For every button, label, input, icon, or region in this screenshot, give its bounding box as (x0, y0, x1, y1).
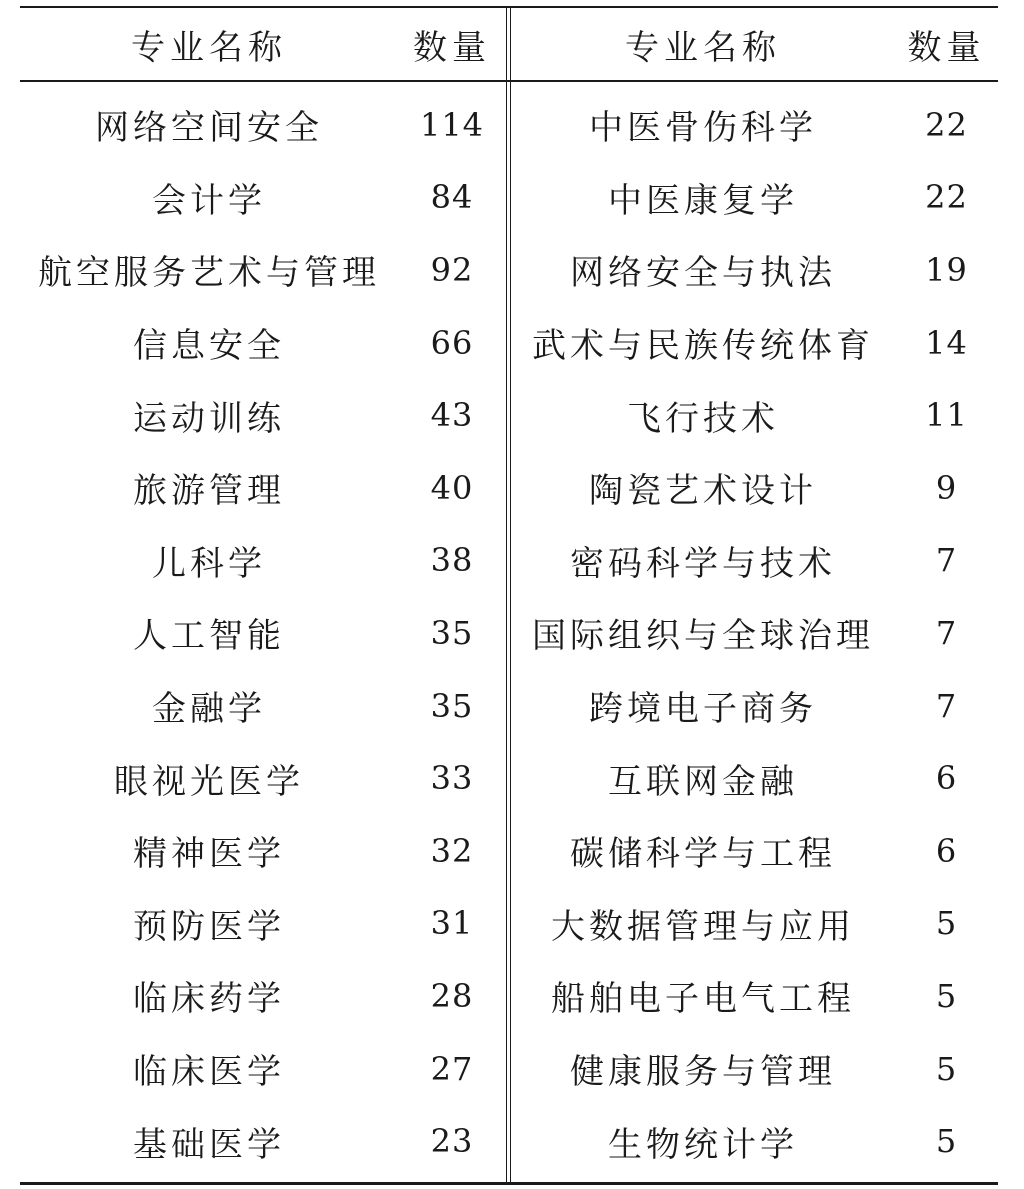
major-count-right: 5 (935, 904, 958, 943)
major-name-right: 陶瓷艺术设计 (589, 471, 817, 512)
right-column (511, 82, 998, 1183)
table-row (20, 742, 506, 815)
table-row (511, 669, 998, 742)
major-name-right: 生物统计学 (608, 1124, 798, 1165)
major-count-left: 28 (430, 976, 474, 1015)
header-row-left (20, 8, 506, 80)
major-count-right: 19 (925, 250, 968, 289)
major-count-left: 84 (430, 178, 474, 217)
major-name-left: 运动训练 (133, 398, 285, 439)
header-row-right (511, 8, 998, 80)
major-name-left: 儿科学 (152, 543, 266, 584)
major-count-right: 7 (935, 613, 958, 652)
table-row (20, 89, 506, 162)
table-row (20, 524, 506, 597)
major-count-right: 5 (935, 1049, 958, 1088)
header-count-left: 数量 (413, 27, 491, 68)
major-name-left: 临床药学 (133, 979, 285, 1020)
table-row (511, 742, 998, 815)
major-count-right: 22 (925, 178, 968, 217)
major-name-left: 信息安全 (133, 326, 285, 367)
major-count-left: 33 (430, 759, 474, 798)
major-name-right: 大数据管理与应用 (551, 906, 855, 947)
table-row (20, 1032, 506, 1105)
major-count-left: 92 (430, 250, 474, 289)
table-row (20, 161, 506, 234)
major-count-table (20, 6, 998, 1185)
major-name-right: 网络安全与执法 (570, 253, 836, 294)
major-name-right: 密码科学与技术 (570, 543, 836, 584)
major-count-left: 23 (430, 1122, 474, 1161)
major-count-left: 27 (430, 1049, 474, 1088)
header-count-right: 数量 (907, 27, 986, 68)
major-count-right: 22 (925, 105, 968, 144)
table-row (511, 524, 998, 597)
major-count-left: 40 (430, 468, 474, 507)
table-row (20, 306, 506, 379)
major-name-right: 健康服务与管理 (570, 1052, 836, 1093)
table-row (511, 451, 998, 524)
major-count-right: 11 (925, 396, 968, 435)
major-name-left: 眼视光医学 (114, 761, 304, 802)
major-name-left: 会计学 (152, 180, 266, 221)
table-row (511, 814, 998, 887)
major-name-left: 旅游管理 (133, 471, 285, 512)
table-body (20, 82, 998, 1183)
major-name-left: 航空服务艺术与管理 (38, 253, 380, 294)
major-name-right: 碳储科学与工程 (570, 834, 836, 875)
major-name-right: 互联网金融 (608, 761, 798, 802)
table-row (20, 960, 506, 1033)
major-count-left: 35 (430, 613, 474, 652)
major-name-left: 临床医学 (133, 1052, 285, 1093)
header-major-name-right: 专业名称 (625, 27, 781, 68)
major-name-right: 国际组织与全球治理 (532, 616, 874, 657)
table-row (20, 379, 506, 452)
major-name-right: 船舶电子电气工程 (551, 979, 855, 1020)
table-row (20, 234, 506, 307)
table-row (20, 887, 506, 960)
major-count-left: 43 (430, 396, 474, 435)
table-row (511, 161, 998, 234)
major-name-left: 精神医学 (133, 834, 285, 875)
major-name-right: 中医康复学 (608, 180, 798, 221)
major-name-left: 金融学 (152, 689, 266, 730)
major-name-right: 中医骨伤科学 (589, 108, 817, 149)
table-row (511, 960, 998, 1033)
major-count-right: 6 (935, 759, 958, 798)
major-count-left: 35 (430, 686, 474, 725)
major-name-right: 跨境电子商务 (589, 689, 817, 730)
major-count-right: 7 (935, 686, 958, 725)
table-row (20, 451, 506, 524)
table-row (511, 887, 998, 960)
major-count-right: 5 (935, 976, 958, 1015)
major-count-right: 7 (935, 541, 958, 580)
major-name-left: 人工智能 (133, 616, 285, 657)
major-count-left: 66 (430, 323, 474, 362)
major-count-left: 31 (430, 904, 474, 943)
table-row (511, 1032, 998, 1105)
table-row (511, 379, 998, 452)
table-row (20, 597, 506, 670)
left-column (20, 82, 506, 1183)
table-row (511, 306, 998, 379)
table-row (511, 1105, 998, 1178)
table-row (20, 814, 506, 887)
major-count-left: 32 (430, 831, 474, 870)
major-name-right: 飞行技术 (627, 398, 779, 439)
table-row (511, 89, 998, 162)
header-major-name-left: 专业名称 (131, 27, 287, 68)
major-name-right: 武术与民族传统体育 (532, 326, 874, 367)
major-count-right: 14 (925, 323, 968, 362)
table-bottom-rule (20, 1182, 998, 1185)
major-name-left: 网络空间安全 (95, 108, 323, 149)
major-count-left: 38 (430, 541, 474, 580)
table-header (20, 8, 998, 80)
major-count-right: 9 (935, 468, 958, 507)
table-row (511, 234, 998, 307)
table-row (20, 669, 506, 742)
major-name-left: 预防医学 (133, 906, 285, 947)
table-row (20, 1105, 506, 1178)
major-count-right: 5 (935, 1122, 958, 1161)
table-row (511, 597, 998, 670)
major-name-left: 基础医学 (133, 1124, 285, 1165)
major-count-left: 114 (419, 105, 485, 144)
major-count-right: 6 (935, 831, 958, 870)
